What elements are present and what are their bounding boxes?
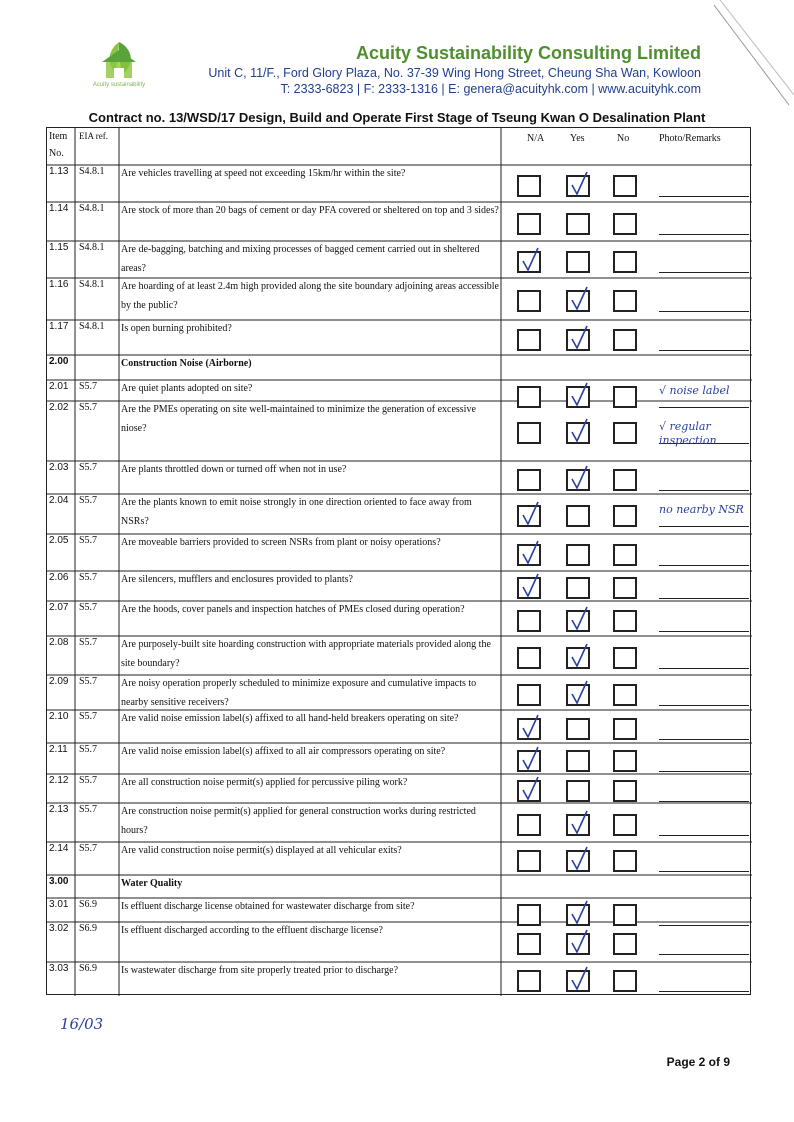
row-eia-ref: S6.9: [79, 923, 98, 934]
checkbox-no[interactable]: [613, 850, 637, 872]
row-item-number: 2.05: [49, 535, 69, 546]
section-heading: Water Quality: [121, 878, 183, 889]
remark-line: [659, 991, 749, 992]
row-question: Are purposely-built site hoarding construction with appropriate materials provided along the site boundary?: [121, 639, 491, 669]
row-question: Are plants throttled down or turned off when not in use?: [121, 464, 347, 475]
remark-line: [659, 739, 749, 740]
checkmark-icon: [568, 323, 594, 351]
checkmark-icon: [519, 571, 545, 599]
checkmark-icon: [568, 641, 594, 669]
row-eia-ref: S5.7: [79, 535, 98, 546]
row-question: Are valid construction noise permit(s) displayed at all vehicular exits?: [121, 845, 402, 856]
checkbox-no[interactable]: [613, 577, 637, 599]
row-question: Are de-bagging, batching and mixing processes of bagged cement carried out in sheltered areas?: [121, 244, 480, 274]
checkbox-na[interactable]: [517, 933, 541, 955]
checkbox-yes[interactable]: [566, 577, 590, 599]
checkbox-yes[interactable]: [566, 251, 590, 273]
row-question: Are quiet plants adopted on site?: [121, 383, 253, 394]
row-question: Are valid noise emission label(s) affixed to all hand-held breakers operating on site?: [121, 713, 459, 724]
remark-line: [659, 598, 749, 599]
handwritten-remark: no nearby NSR: [659, 503, 744, 516]
checkbox-no[interactable]: [613, 718, 637, 740]
row-eia-ref: S5.7: [79, 462, 98, 473]
checkmark-icon: [568, 678, 594, 706]
row-item-number: 2.09: [49, 676, 69, 687]
checkbox-na[interactable]: [517, 213, 541, 235]
remark-line: [659, 925, 749, 926]
checkbox-na[interactable]: [517, 329, 541, 351]
checkbox-no[interactable]: [613, 329, 637, 351]
checkbox-no[interactable]: [613, 610, 637, 632]
checklist-table: [46, 127, 751, 995]
row-item-number: 2.08: [49, 637, 69, 648]
row-item-number: 1.17: [49, 321, 69, 332]
checkbox-na[interactable]: [517, 422, 541, 444]
checkbox-no[interactable]: [613, 904, 637, 926]
company-logo-icon: [92, 38, 146, 98]
page-number: Page 2 of 9: [666, 1055, 730, 1069]
row-item-number: 2.03: [49, 462, 69, 473]
row-question: Are construction noise permit(s) applied for general construction works during restricted hours?: [121, 806, 476, 836]
logo-text: Acuity sustainability: [92, 82, 146, 88]
remark-line: [659, 801, 749, 802]
row-question: Are valid noise emission label(s) affixed to all air compressors operating on site?: [121, 746, 446, 757]
checkbox-na[interactable]: [517, 647, 541, 669]
row-question: Is effluent discharge license obtained for wastewater discharge from site?: [121, 901, 415, 912]
checkbox-no[interactable]: [613, 175, 637, 197]
row-question: Is wastewater discharge from site properly treated prior to discharge?: [121, 965, 399, 976]
row-item-number: 1.14: [49, 203, 69, 214]
checkmark-icon: [568, 169, 594, 197]
col-header-na: N/A: [527, 133, 545, 144]
row-question: Are moveable barriers provided to screen NSRs from plant or noisy operations?: [121, 537, 441, 548]
checkbox-na[interactable]: [517, 610, 541, 632]
row-item-number: 3.02: [49, 923, 69, 934]
remark-line: [659, 565, 749, 566]
row-item-number: 1.15: [49, 242, 69, 253]
remark-line: [659, 311, 749, 312]
row-eia-ref: S5.7: [79, 572, 98, 583]
checkbox-no[interactable]: [613, 684, 637, 706]
row-question: Are all construction noise permit(s) applied for percussive piling work?: [121, 777, 408, 788]
checkmark-icon: [519, 712, 545, 740]
checkbox-no[interactable]: [613, 780, 637, 802]
checkmark-icon: [568, 898, 594, 926]
checkbox-no[interactable]: [613, 505, 637, 527]
row-eia-ref: S5.7: [79, 381, 98, 392]
checkbox-no[interactable]: [613, 386, 637, 408]
remark-line: [659, 350, 749, 351]
row-item-number: 2.06: [49, 572, 69, 583]
remark-line: [659, 407, 749, 408]
row-question: Are hoarding of at least 2.4m high provided along the site boundary adjoining areas accessible by the public?: [121, 281, 499, 311]
checkmark-icon: [568, 463, 594, 491]
checkmark-icon: [568, 380, 594, 408]
row-eia-ref: S5.7: [79, 843, 98, 854]
checkbox-no[interactable]: [613, 290, 637, 312]
remark-line: [659, 234, 749, 235]
row-item-number: 2.01: [49, 381, 69, 392]
remark-line: [659, 631, 749, 632]
row-eia-ref: S5.7: [79, 775, 98, 786]
handwritten-remark: √ regular inspection: [659, 420, 717, 447]
row-item-number: 2.14: [49, 843, 69, 854]
row-question: Are the hoods, cover panels and inspection hatches of PMEs closed during operation?: [121, 604, 465, 615]
checkbox-na[interactable]: [517, 904, 541, 926]
checkbox-na[interactable]: [517, 175, 541, 197]
col-header-eia: EIA ref.: [79, 131, 108, 141]
checkbox-na[interactable]: [517, 469, 541, 491]
company-name: Acuity Sustainability Consulting Limited: [355, 43, 701, 63]
checkmark-icon: [519, 245, 545, 273]
checkbox-yes[interactable]: [566, 505, 590, 527]
checkbox-yes[interactable]: [566, 780, 590, 802]
checkbox-na[interactable]: [517, 386, 541, 408]
col-header-remarks: Photo/Remarks: [659, 133, 721, 144]
row-eia-ref: S4.8.1: [79, 242, 105, 253]
row-item-number: 3.01: [49, 899, 69, 910]
remark-line: [659, 871, 749, 872]
checkbox-na[interactable]: [517, 814, 541, 836]
checkmark-icon: [568, 844, 594, 872]
row-eia-ref: S4.8.1: [79, 321, 105, 332]
col-header-no: No: [617, 133, 630, 144]
row-item-number: 2.07: [49, 602, 69, 613]
row-eia-ref: S5.7: [79, 744, 98, 755]
row-eia-ref: S5.7: [79, 711, 98, 722]
remark-line: [659, 526, 749, 527]
row-eia-ref: S5.7: [79, 495, 98, 506]
col-header-yes: Yes: [570, 133, 585, 144]
row-item-number: 2.00: [49, 356, 69, 367]
row-eia-ref: S5.7: [79, 804, 98, 815]
col-header-item: Item: [49, 131, 68, 142]
company-contact: T: 2333-6823 | F: 2333-1316 | E: genera@acuityhk.com | www.acuityhk.com: [280, 82, 701, 96]
row-eia-ref: S5.7: [79, 402, 98, 413]
row-item-number: 3.03: [49, 963, 69, 974]
contract-title: Contract no. 13/WSD/17 Design, Build and Operate First Stage of Tseung Kwan O Desalination Plant: [88, 110, 706, 125]
row-question: Are vehicles travelling at speed not exceeding 15km/hr within the site?: [121, 168, 406, 179]
checkmark-icon: [568, 808, 594, 836]
checkbox-no[interactable]: [613, 469, 637, 491]
checkbox-no[interactable]: [613, 213, 637, 235]
row-item-number: 2.12: [49, 775, 69, 786]
checkmark-icon: [568, 964, 594, 992]
row-question: Are the PMEs operating on site well-maintained to minimize the generation of excessive niose?: [121, 404, 476, 434]
checkbox-no[interactable]: [613, 647, 637, 669]
checkbox-na[interactable]: [517, 684, 541, 706]
corner-fold-lines: [714, 0, 794, 110]
row-eia-ref: S5.7: [79, 637, 98, 648]
remark-line: [659, 196, 749, 197]
checkbox-no[interactable]: [613, 750, 637, 772]
checkbox-no[interactable]: [613, 970, 637, 992]
remark-line: [659, 835, 749, 836]
row-item-number: 2.13: [49, 804, 69, 815]
row-item-number: 2.10: [49, 711, 69, 722]
row-eia-ref: S6.9: [79, 899, 98, 910]
checkmark-icon: [519, 538, 545, 566]
row-question: Are silencers, mufflers and enclosures provided to plants?: [121, 574, 353, 585]
row-item-number: 2.11: [49, 744, 68, 755]
row-question: Are the plants known to emit noise strongly in one direction oriented to face away from NSRs?: [121, 497, 472, 527]
checkbox-no[interactable]: [613, 544, 637, 566]
remark-line: [659, 272, 749, 273]
checkmark-icon: [519, 499, 545, 527]
row-question: Is effluent discharged according to the effluent discharge license?: [121, 925, 383, 936]
checkbox-no[interactable]: [613, 251, 637, 273]
row-eia-ref: S5.7: [79, 602, 98, 613]
row-question: Are noisy operation properly scheduled to minimize exposure and cumulative impacts to nearby sensitive receivers?: [121, 678, 477, 708]
checkbox-na[interactable]: [517, 850, 541, 872]
row-eia-ref: S4.8.1: [79, 279, 105, 290]
checkmark-icon: [568, 604, 594, 632]
handwritten-remark: √ noise label: [659, 384, 730, 397]
remark-line: [659, 668, 749, 669]
remark-line: [659, 490, 749, 491]
checkbox-na[interactable]: [517, 290, 541, 312]
checkbox-yes[interactable]: [566, 213, 590, 235]
row-eia-ref: S4.8.1: [79, 203, 105, 214]
remark-line: [659, 705, 749, 706]
checkmark-icon: [568, 284, 594, 312]
row-item-number: 3.00: [49, 876, 69, 887]
checkmark-icon: [519, 774, 545, 802]
row-item-number: 2.02: [49, 402, 69, 413]
col-header-item-no: No.: [49, 148, 64, 159]
checkbox-yes[interactable]: [566, 544, 590, 566]
checkbox-na[interactable]: [517, 970, 541, 992]
remark-line: [659, 954, 749, 955]
checkbox-no[interactable]: [613, 814, 637, 836]
company-address: Unit C, 11/F., Ford Glory Plaza, No. 37-39 Wing Hong Street, Cheung Sha Wan, Kowloon: [208, 66, 701, 80]
row-question: Are stock of more than 20 bags of cement or day PFA covered or sheltered on top and 3 sides?: [121, 205, 499, 216]
checkmark-icon: [519, 744, 545, 772]
checkbox-yes[interactable]: [566, 718, 590, 740]
row-question: Is open burning prohibited?: [121, 323, 232, 334]
checkbox-yes[interactable]: [566, 750, 590, 772]
section-heading: Construction Noise (Airborne): [121, 358, 252, 369]
row-eia-ref: S6.9: [79, 963, 98, 974]
row-eia-ref: S4.8.1: [79, 166, 105, 177]
row-eia-ref: S5.7: [79, 676, 98, 687]
checkmark-icon: [568, 927, 594, 955]
checkmark-icon: [568, 416, 594, 444]
row-item-number: 1.13: [49, 166, 69, 177]
checkbox-no[interactable]: [613, 933, 637, 955]
row-item-number: 2.04: [49, 495, 69, 506]
handwritten-date-note: 16/03: [60, 1015, 104, 1033]
checkbox-no[interactable]: [613, 422, 637, 444]
remark-line: [659, 771, 749, 772]
row-item-number: 1.16: [49, 279, 69, 290]
